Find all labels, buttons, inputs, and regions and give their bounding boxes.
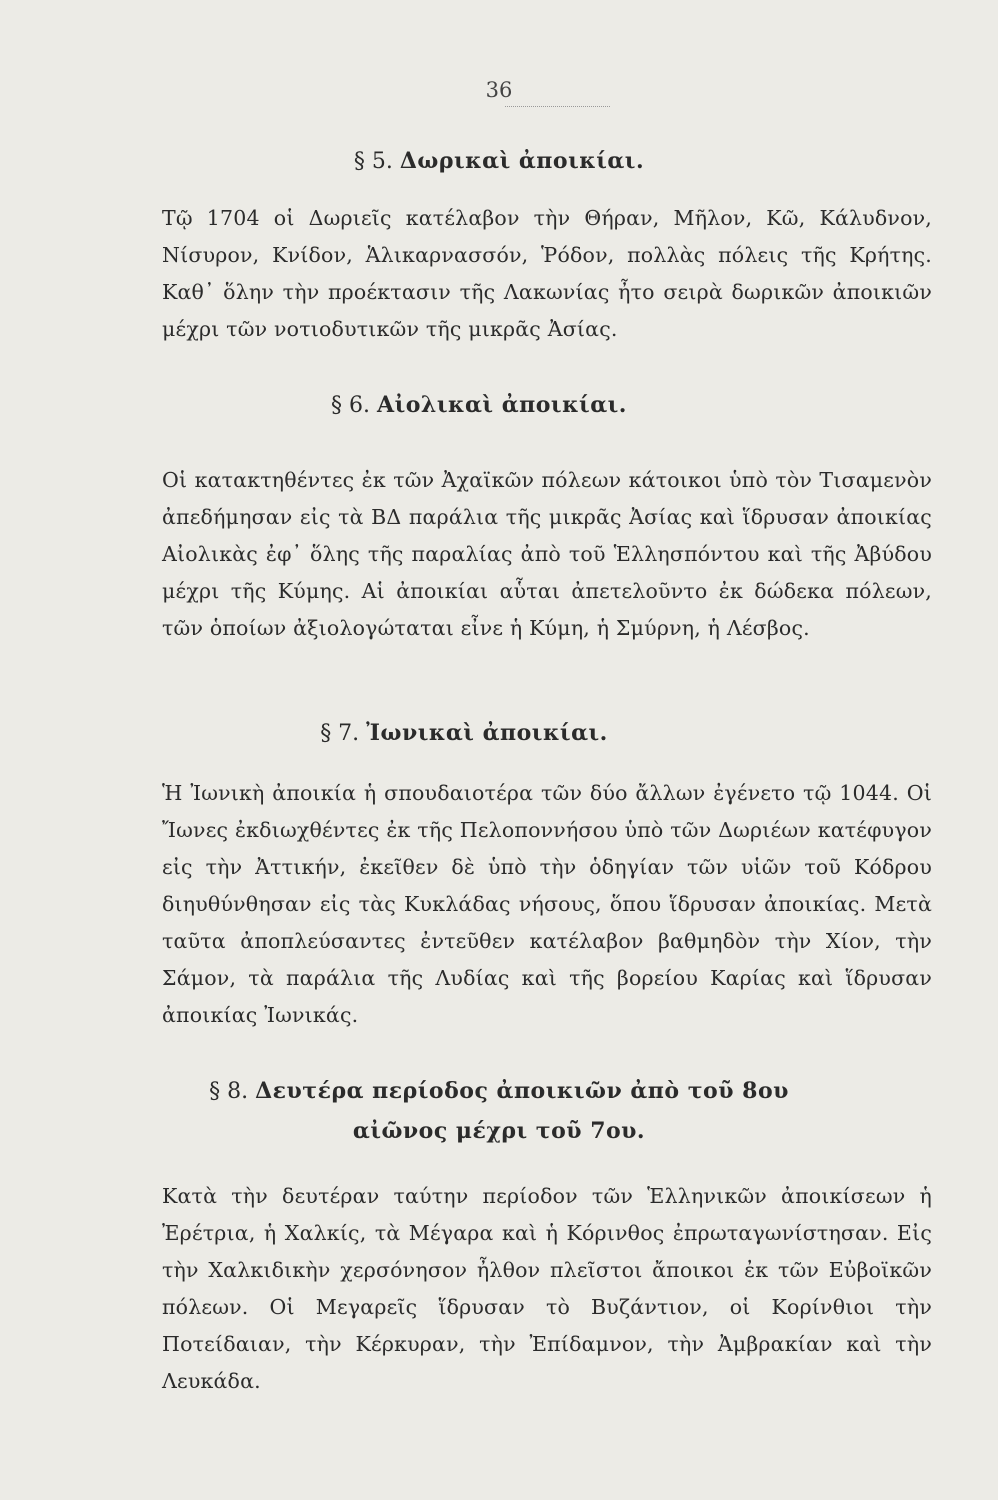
- section-title-line2: αἰῶνος μέχρι τοῦ 7ου.: [352, 1118, 646, 1144]
- section-8-heading-line2: [0, 1118, 998, 1144]
- header-rule: [505, 106, 610, 107]
- section-6-paragraph: [162, 462, 932, 647]
- section-7-paragraph: [162, 775, 932, 1034]
- section-7-heading: [0, 720, 963, 746]
- section-5-heading: [0, 148, 998, 174]
- paragraph-text: Κατὰ τὴν δευτέραν ταύτην περίοδον τῶν Ἑλληνικῶν ἀποικίσεων ἡ Ἐρέτρια, ἡ Χαλκίς, τὰ Μέγαρα καὶ ἡ Κόρινθος ἐπρωταγωνίστησαν. Εἰς τὴν Χαλκιδικὴν χερσόνησον ἦλθον πλεῖστοι ἄποικοι ἐκ τῶν Εὐβοϊκῶν πόλεων. Οἱ Μεγαρεῖς ἵδρυσαν τὸ Βυζάντιον, οἱ Κορίνθιοι τὴν Ποτείδαιαν, τὴν Κέρκυραν, τὴν Ἐπίδαμνον, τὴν Ἀμβρακίαν καὶ τὴν Λευκάδα.: [162, 1184, 932, 1393]
- page-number: 36: [485, 78, 513, 102]
- section-title: Δευτέρα περίοδος ἀποικιῶν ἀπὸ τοῦ 8ου: [255, 1078, 789, 1104]
- paragraph-text: Ἡ Ἰωνικὴ ἀποικία ἡ σπουδαιοτέρα τῶν δύο ἄλλων ἐγένετο τῷ 1044. Οἱ Ἴωνες ἐκδιωχθέντες ἐκ τῆς Πελοποννήσου ὑπὸ τῶν Δωριέων κατέφυγον εἰς τὴν Ἀττικήν, ἐκεῖθεν δὲ ὑπὸ τὴν ὁδηγίαν τῶν υἱῶν τοῦ Κόδρου διηυθύνθησαν εἰς τὰς Κυκλάδας νήσους, ὅπου ἵδρυσαν ἀποικίας. Μετὰ ταῦτα ἀποπλεύσαντες ἐντεῦθεν κατέλαβον βαθμηδὸν τὴν Χίον, τὴν Σάμον, τὰ παράλια τῆς Λυδίας καὶ τῆς βορείου Καρίας καὶ ἵδρυσαν ἀποικίας Ἰωνικάς.: [162, 781, 932, 1027]
- section-5-paragraph: [162, 200, 932, 348]
- section-8-heading: [0, 1078, 998, 1104]
- section-title: Ἰωνικαὶ ἀποικίαι.: [366, 720, 608, 746]
- section-number: § 8.: [209, 1079, 249, 1104]
- section-number: § 6.: [331, 393, 371, 418]
- paragraph-text: Οἱ κατακτηθέντες ἐκ τῶν Ἀχαϊκῶν πόλεων κάτοικοι ὑπὸ τὸν Τισαμενὸν ἀπεδήμησαν εἰς τὰ ΒΔ παράλια τῆς μικρᾶς Ἀσίας καὶ ἵδρυσαν ἀποικίας Αἰολικὰς ἐφ᾽ ὅλης τῆς παραλίας ἀπὸ τοῦ Ἑλλησπόντου καὶ τῆς Ἀβύδου μέχρι τῆς Κύμης. Αἱ ἀποικίαι αὗται ἀπετελοῦντο ἐκ δώδεκα πόλεων, τῶν ὁποίων ἀξιολογώταται εἶνε ἡ Κύμη, ἡ Σμύρνη, ἡ Λέσβος.: [162, 468, 932, 640]
- section-6-heading: [0, 392, 978, 418]
- paragraph-text: Τῷ 1704 οἱ Δωριεῖς κατέλαβον τὴν Θήραν, Μῆλον, Κῶ, Κάλυδνον, Νίσυρον, Κνίδον, Ἁλικαρνασσόν, Ῥόδον, πολλὰς πόλεις τῆς Κρήτης. Καθ᾽ ὅλην τὴν προέκτασιν τῆς Λακωνίας ἦτο σειρὰ δωρικῶν ἀποικιῶν μέχρι τῶν νοτιοδυτικῶν τῆς μικρᾶς Ἀσίας.: [162, 206, 932, 341]
- section-number: § 7.: [320, 721, 360, 746]
- section-number: § 5.: [353, 149, 393, 174]
- section-title: Δωρικαὶ ἀποικίαι.: [399, 148, 645, 174]
- section-title: Αἰολικαὶ ἀποικίαι.: [377, 392, 627, 418]
- section-8-paragraph: [162, 1178, 932, 1400]
